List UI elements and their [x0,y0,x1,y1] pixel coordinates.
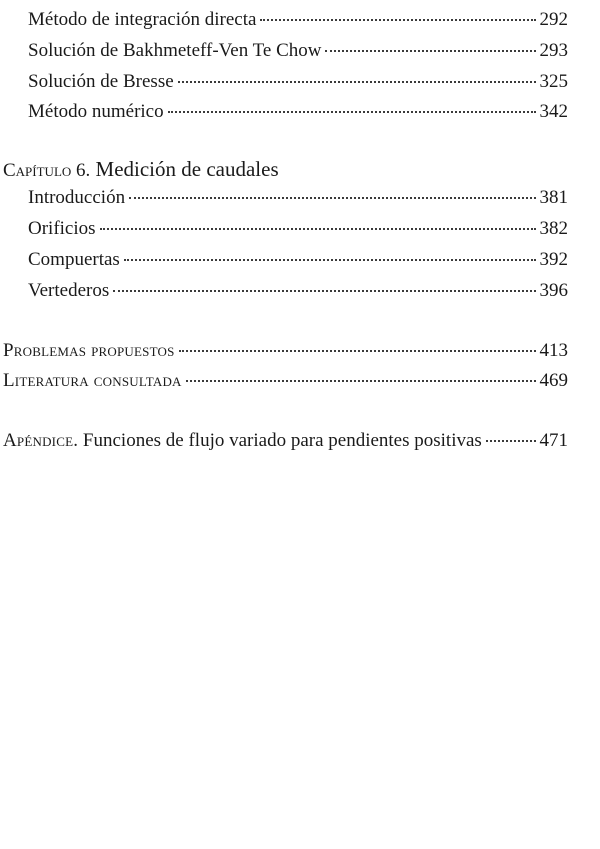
chapter-label: Capítulo 6. [3,160,91,181]
toc-entry[interactable] [28,186,568,210]
toc-page-number: 469 [539,370,568,391]
dot-leader [100,228,536,230]
appendix-title: Funciones de flujo variado para pendientes positivas [82,430,482,451]
chapter-title: Medición de caudales [95,157,279,181]
toc-entry-label [3,429,482,453]
dot-leader [129,197,535,199]
toc-page-number: 292 [539,9,568,30]
toc-entry-label: Método de integración directa [28,9,257,30]
toc-page-number: 396 [539,280,568,301]
toc-entry[interactable] [28,248,568,272]
chapter-heading[interactable] [3,156,279,184]
dot-leader [486,440,536,442]
toc-entry[interactable] [28,39,568,63]
dot-leader [124,259,536,261]
dot-leader [179,350,536,352]
dot-leader [168,111,536,113]
toc-page-number: 392 [539,249,568,270]
toc-page-number: 293 [539,40,568,61]
toc-entry-label: Solución de Bresse [28,71,174,92]
toc-entry[interactable] [28,70,568,94]
toc-entry-label: Orificios [28,218,96,239]
toc-page-number: 471 [539,430,568,451]
toc-page-number: 382 [539,218,568,239]
toc-page-number: 325 [539,71,568,92]
toc-page-number: 381 [539,187,568,208]
toc-entry[interactable] [3,429,568,453]
dot-leader [186,380,536,382]
toc-entry[interactable] [3,369,568,393]
toc-entry-label: Vertederos [28,280,110,301]
toc-page-number: 342 [539,101,568,122]
dot-leader [178,81,536,83]
toc-entry-label: Introducción [28,187,126,208]
appendix-label: Apéndice. [3,430,79,451]
toc-entry-label: Compuertas [28,249,120,270]
toc-page-number: 413 [539,340,568,361]
toc-entry[interactable] [28,217,568,241]
toc-entry-label: Solución de Bakhmeteff-Ven Te Chow [28,40,322,61]
toc-entry-label: Problemas propuestos [3,340,175,361]
toc-entry-label: Literatura consultada [3,370,182,391]
toc-entry-label: Método numérico [28,101,164,122]
dot-leader [325,50,535,52]
dot-leader [260,19,535,21]
toc-entry[interactable] [28,8,568,32]
toc-entry[interactable] [3,339,568,363]
dot-leader [113,290,535,292]
toc-entry[interactable] [28,279,568,303]
toc-entry[interactable] [28,100,568,124]
